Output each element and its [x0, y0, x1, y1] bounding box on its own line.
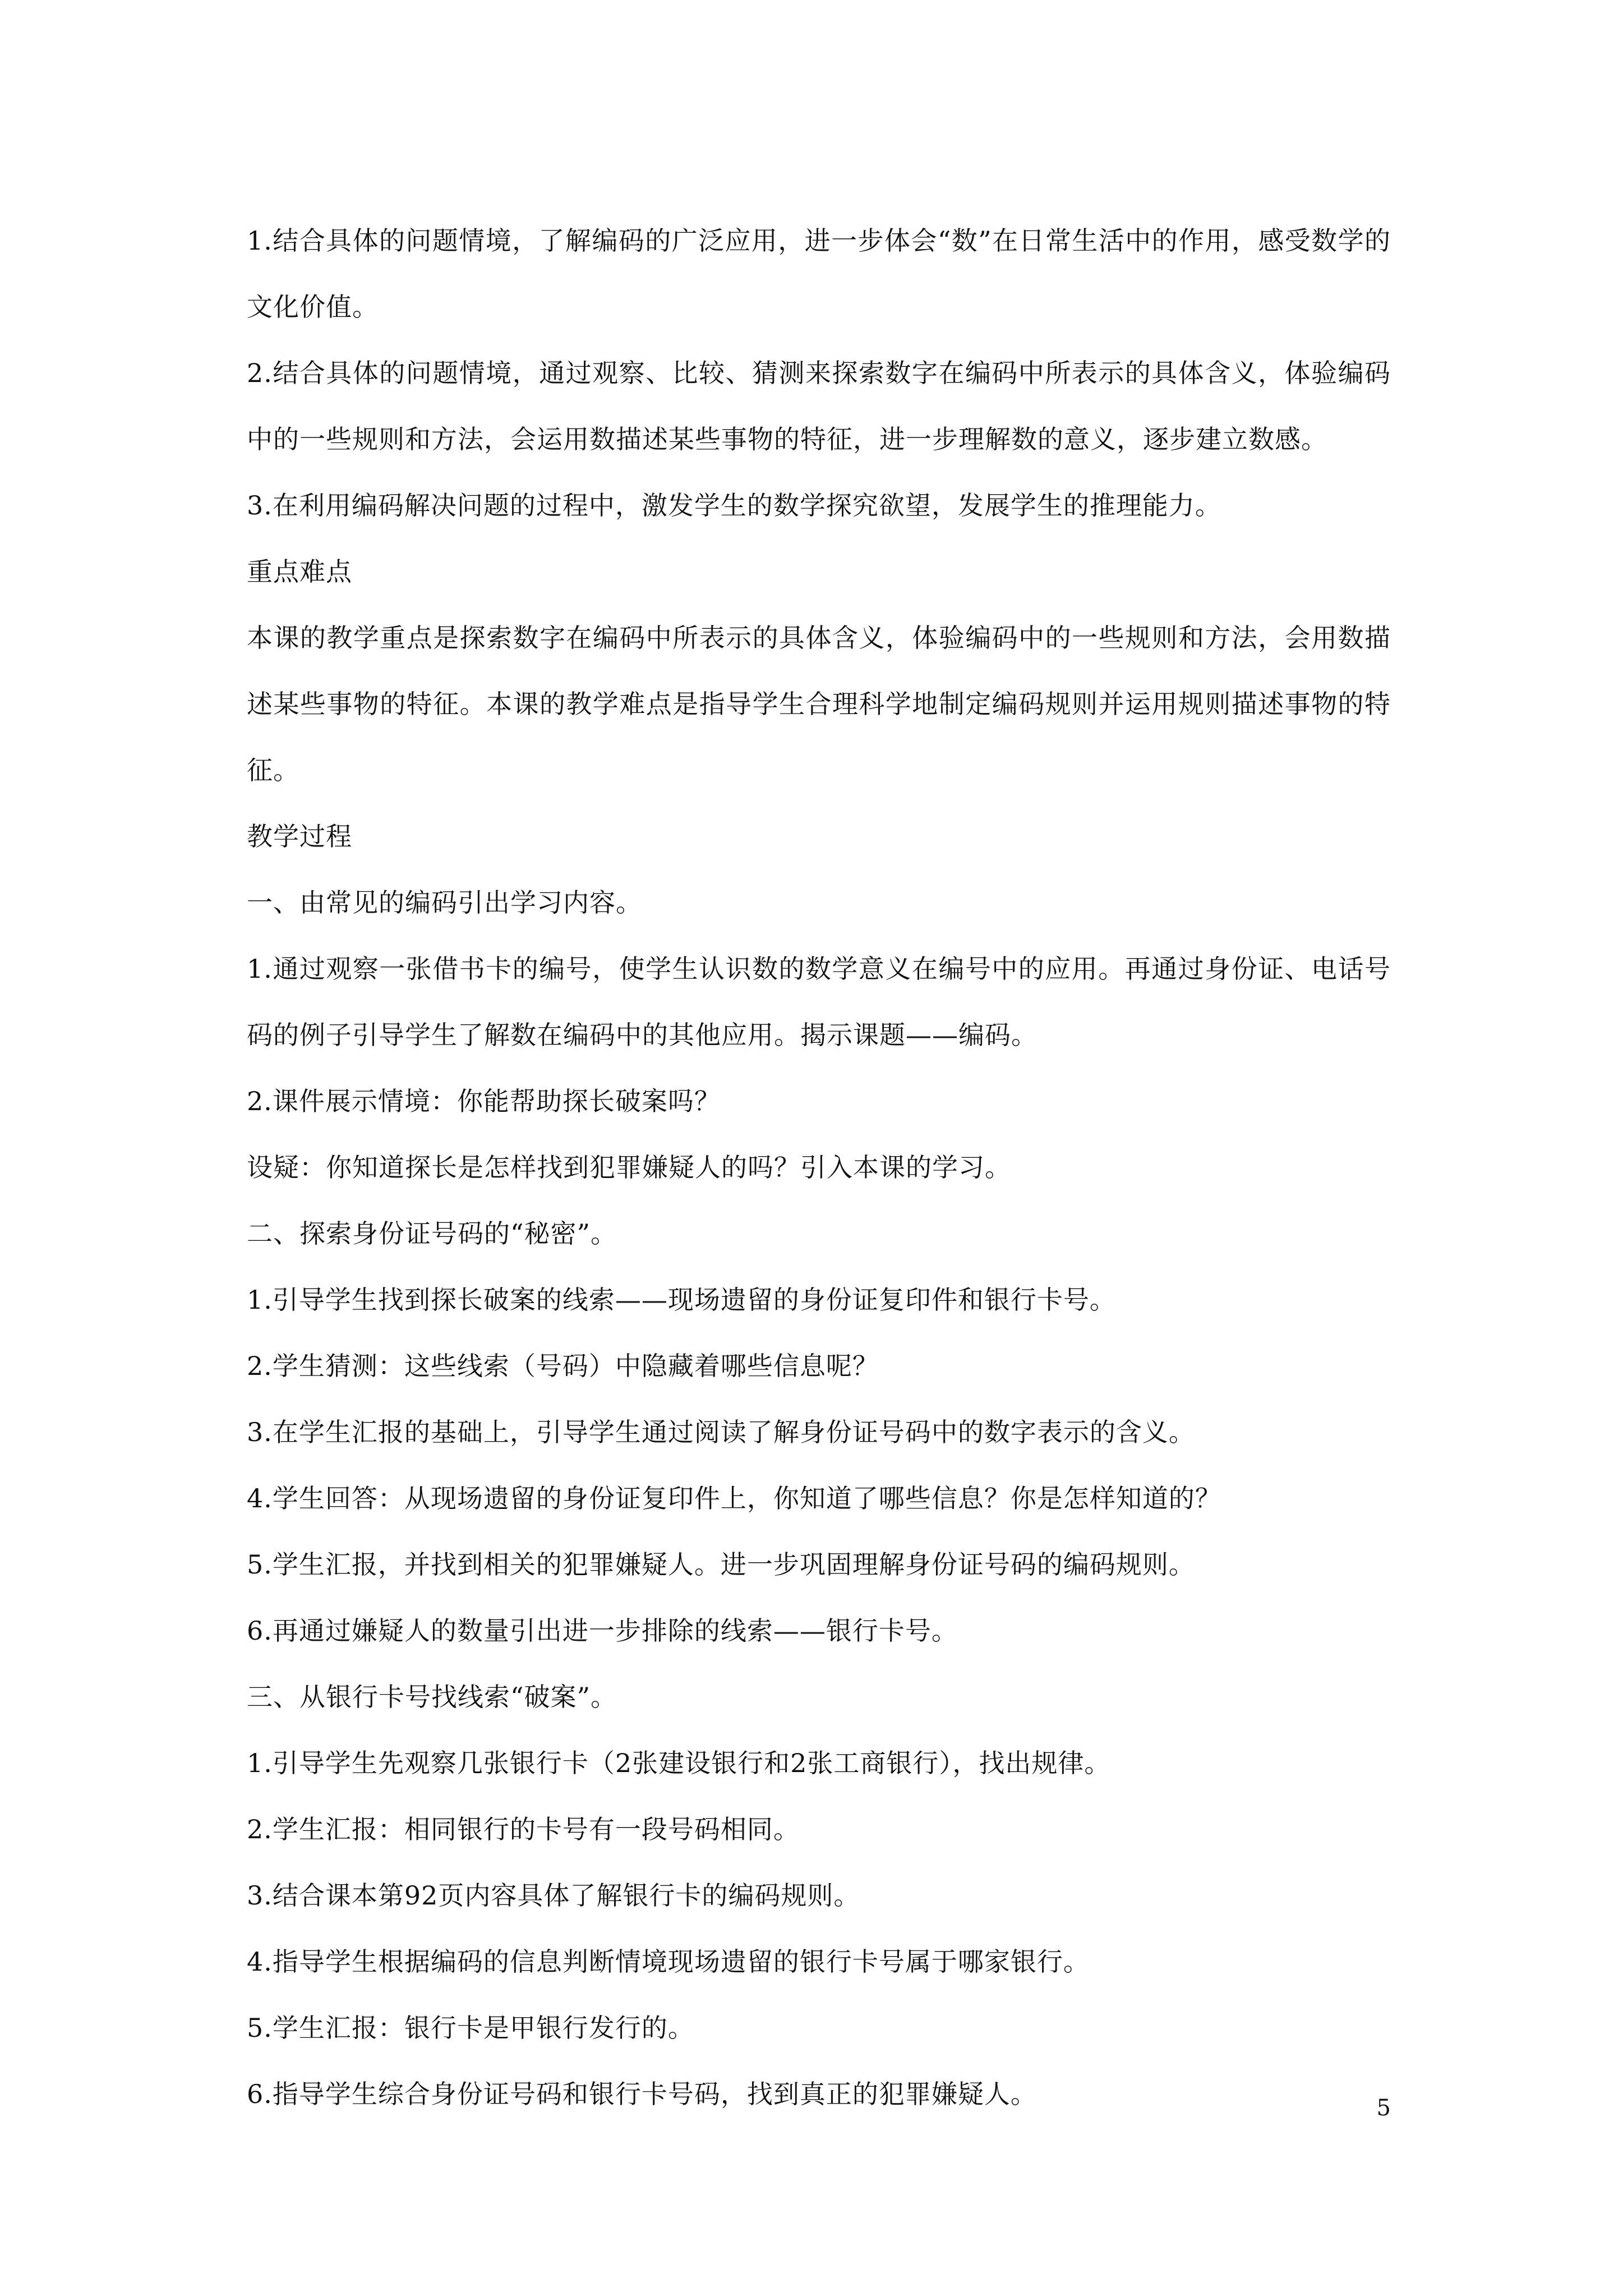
objective-2: 2.结合具体的问题情境，通过观察、比较、猜测来探索数字在编码中所表示的具体含义，体验编码中的一些规则和方法，会运用数描述某些事物的特征，进一步理解数的意义，逐步建立数感。 — [247, 358, 1391, 454]
key-points-text: 本课的教学重点是探索数字在编码中所表示的具体含义，体验编码中的一些规则和方法，会用数描述某些事物的特征。本课的教学难点是指导学生合理科学地制定编码规则并运用规则描述事物的特征。 — [247, 623, 1391, 785]
section-3-item-2: 2.学生汇报：相同银行的卡号有一段号码相同。 — [247, 1814, 800, 1844]
key-points-heading: 重点难点 — [247, 556, 352, 587]
section-1-item-3: 设疑：你知道探长是怎样找到犯罪嫌疑人的吗？引入本课的学习。 — [247, 1152, 1011, 1182]
section-1-title: 一、由常见的编码引出学习内容。 — [247, 887, 642, 918]
section-2-item-5: 5.学生汇报，并找到相关的犯罪嫌疑人。进一步巩固理解身份证号码的编码规则。 — [247, 1549, 1195, 1580]
section-3-item-4: 4.指导学生根据编码的信息判断情境现场遗留的银行卡号属于哪家银行。 — [247, 1947, 1090, 1977]
section-1-item-2: 2.课件展示情境：你能帮助探长破案吗？ — [247, 1086, 721, 1116]
page-content — [247, 208, 1391, 2127]
process-heading: 教学过程 — [247, 821, 352, 852]
section-3-title: 三、从银行卡号找线索“破案”。 — [247, 1682, 617, 1712]
section-3-item-1: 1.引导学生先观察几张银行卡（2张建设银行和2张工商银行），找出规律。 — [247, 1748, 1111, 1778]
objective-3: 3.在利用编码解决问题的过程中，激发学生的数学探究欲望，发展学生的推理能力。 — [247, 490, 1221, 521]
section-2-item-3: 3.在学生汇报的基础上，引导学生通过阅读了解身份证号码中的数字表示的含义。 — [247, 1417, 1195, 1447]
section-3-item-5: 5.学生汇报：银行卡是甲银行发行的。 — [247, 2013, 694, 2043]
section-1-item-1: 1.通过观察一张借书卡的编号，使学生认识数的数学意义在编号中的应用。再通过身份证、电话号码的例子引导学生了解数在编码中的其他应用。揭示课题——编码。 — [247, 954, 1391, 1050]
section-2-item-1: 1.引导学生找到探长破案的线索——现场遗留的身份证复印件和银行卡号。 — [247, 1285, 1116, 1315]
objective-1: 1.结合具体的问题情境，了解编码的广泛应用，进一步体会“数”在日常生活中的作用，感受数学的文化价值。 — [247, 226, 1391, 322]
section-2-item-2: 2.学生猜测：这些线索（号码）中隐藏着哪些信息呢？ — [247, 1351, 879, 1381]
section-3-item-3: 3.结合课本第92页内容具体了解银行卡的编码规则。 — [247, 1880, 860, 1911]
section-2-item-6: 6.再通过嫌疑人的数量引出进一步排除的线索——银行卡号。 — [247, 1616, 958, 1646]
page-number: 5 — [1376, 2095, 1391, 2121]
section-2-item-4: 4.学生回答：从现场遗留的身份证复印件上，你知道了哪些信息？你是怎样知道的？ — [247, 1483, 1221, 1513]
section-2-title: 二、探索身份证号码的“秘密”。 — [247, 1218, 617, 1249]
section-3-item-6: 6.指导学生综合身份证号码和银行卡号码，找到真正的犯罪嫌疑人。 — [247, 2079, 1037, 2109]
